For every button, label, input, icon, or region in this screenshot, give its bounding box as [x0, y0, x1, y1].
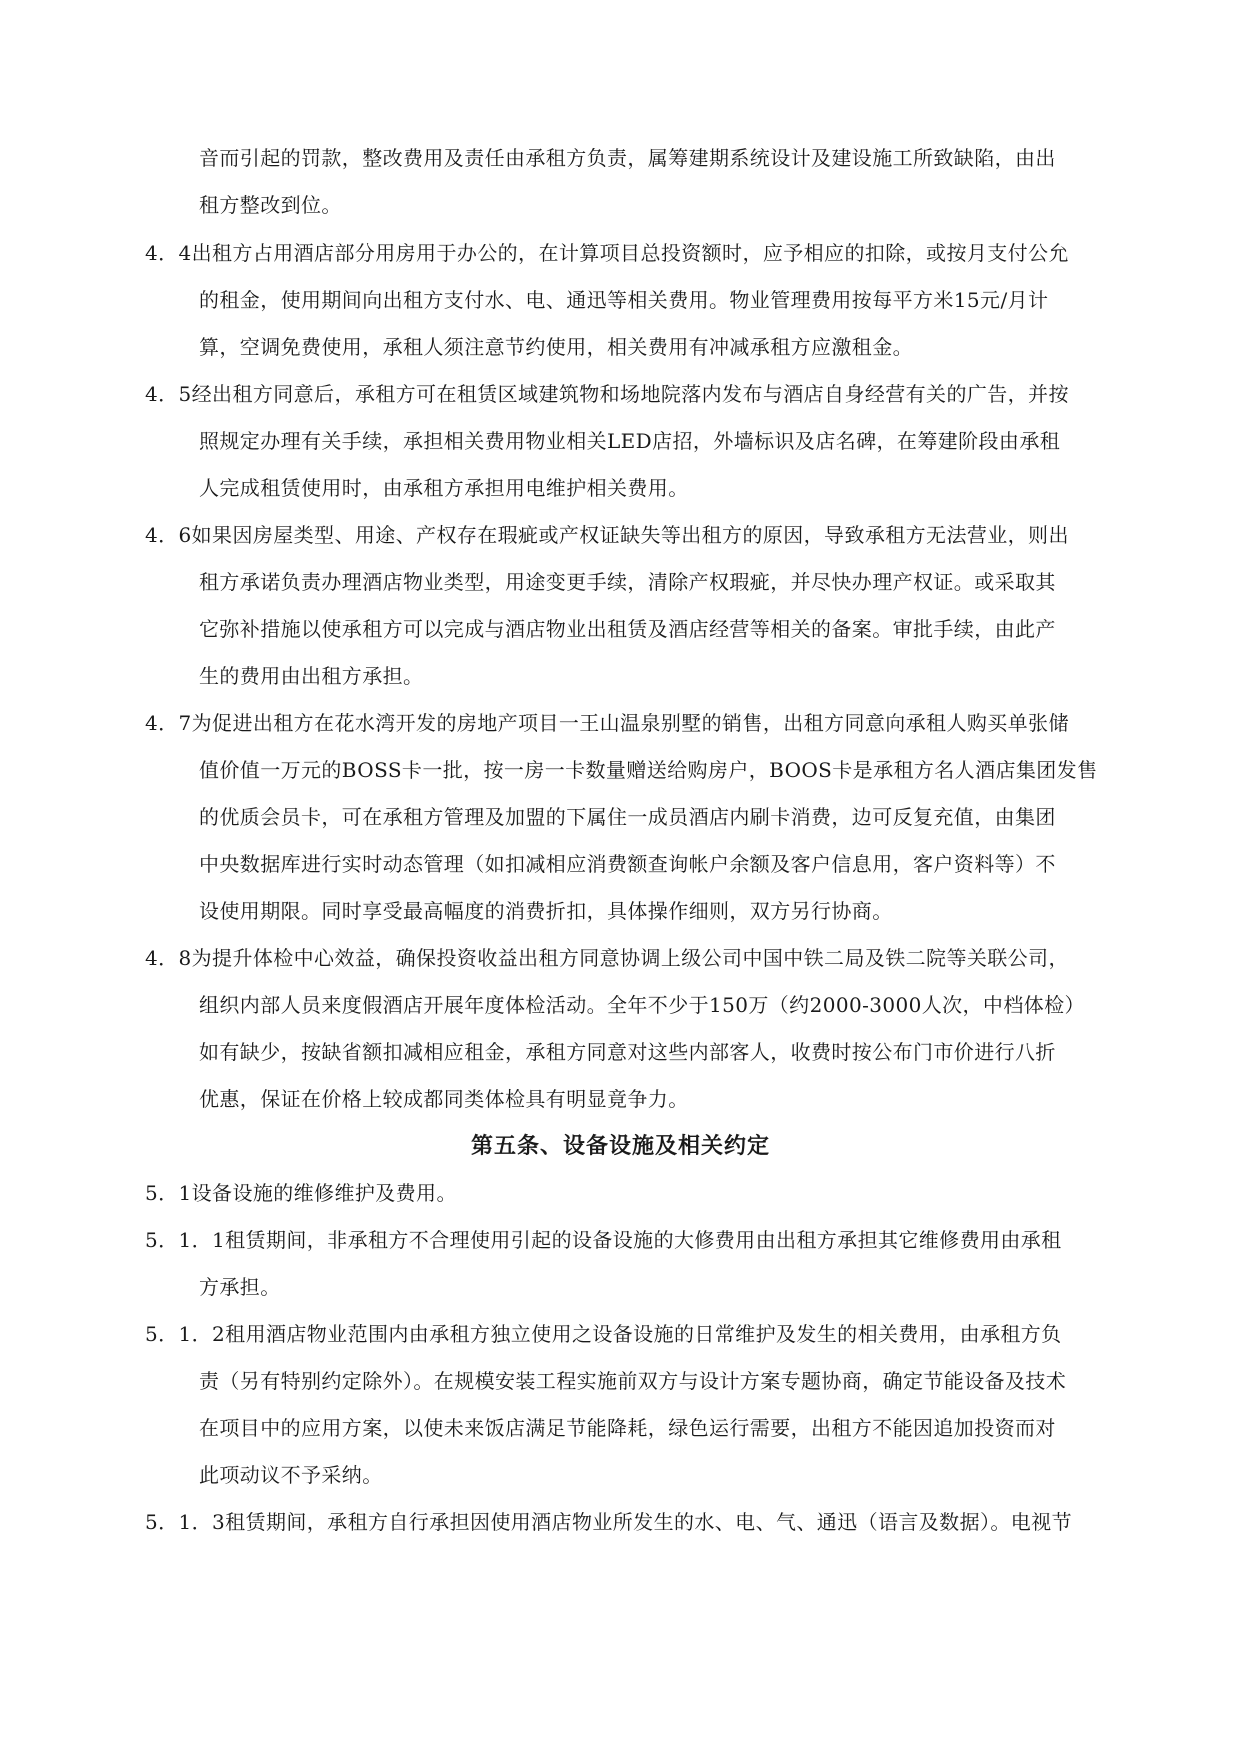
paragraph-line: 租方整改到位。 [199, 193, 342, 217]
clause-5-1-1-line: 5．1．1租赁期间，非承租方不合理使用引起的设备设施的大修费用由出租方承担其它维修费用由承租 [145, 1228, 1062, 1252]
clause-4-5-line: 4．5经出租方同意后，承租方可在租赁区域建筑物和场地院落内发布与酒店自身经营有关的广告，并按 [145, 382, 1069, 406]
paragraph-line: 的优质会员卡，可在承租方管理及加盟的下属住一成员酒店内刷卡消费，边可反复充值，由集团 [199, 805, 1056, 829]
paragraph-line: 租方承诺负责办理酒店物业类型，用途变更手续，清除产权瑕疵，并尽快办理产权证。或采取其 [199, 570, 1056, 594]
paragraph-line: 责（另有特别约定除外）。在规模安装工程实施前双方与设计方案专题协商，确定节能设备及技术 [199, 1369, 1067, 1393]
paragraph-line: 的租金，使用期间向出租方支付水、电、通迅等相关费用。物业管理费用按每平方米15元/月计 [199, 288, 1049, 312]
section-heading: 第五条、设备设施及相关约定 [470, 1134, 770, 1159]
clause-5-1-line: 5．1设备设施的维修维护及费用。 [145, 1181, 457, 1205]
paragraph-line: 照规定办理有关手续，承担相关费用物业相关LED店招，外墙标识及店名碑，在筹建阶段由承租 [199, 429, 1061, 453]
paragraph-line: 算，空调免费使用，承租人须注意节约使用，相关费用有冲减承租方应激租金。 [199, 335, 913, 359]
paragraph-line: 生的费用由出租方承担。 [199, 664, 424, 688]
clause-4-8-line: 4．8为提升体检中心效益，确保投资收益出租方同意协调上级公司中国中铁二局及铁二院等关联公司， [145, 946, 1069, 970]
paragraph-line: 如有缺少，按缺省额扣减相应租金，承租方同意对这些内部客人，收费时按公布门市价进行八折 [199, 1040, 1056, 1064]
paragraph-line: 设使用期限。同时享受最高幅度的消费折扣，具体操作细则，双方另行协商。 [199, 899, 893, 923]
paragraph-line: 人完成租赁使用时，由承租方承担用电维护相关费用。 [199, 476, 689, 500]
paragraph-line: 中央数据库进行实时动态管理（如扣减相应消费额查询帐户余额及客户信息用，客户资料等）不 [199, 852, 1056, 876]
clause-4-4-line: 4．4出租方占用酒店部分用房用于办公的，在计算项目总投资额时，应予相应的扣除，或按月支付公允 [145, 241, 1069, 265]
paragraph-line: 优惠，保证在价格上较成都同类体检具有明显竟争力。 [199, 1087, 689, 1111]
clause-5-1-2-line: 5．1．2租用酒店物业范围内由承租方独立使用之设备设施的日常维护及发生的相关费用，由承租方负 [145, 1322, 1062, 1346]
paragraph-line: 组织内部人员来度假酒店开展年度体检活动。全年不少于150万（约2000-3000人次，中档体检） [199, 993, 1085, 1017]
paragraph-line: 方承担。 [199, 1275, 281, 1299]
paragraph-line: 在项目中的应用方案，以使未来饭店满足节能降耗，绿色运行需要，出租方不能因追加投资而对 [199, 1416, 1056, 1440]
paragraph-line: 值价值一万元的BOSS卡一批，按一房一卡数量赠送给购房户，BOOS卡是承租方名人酒店集团发售 [199, 758, 1098, 782]
paragraph-line: 它弥补措施以使承租方可以完成与酒店物业出租赁及酒店经营等相关的备案。审批手续，由此产 [199, 617, 1056, 641]
clause-4-6-line: 4．6如果因房屋类型、用途、产权存在瑕疵或产权证缺失等出租方的原因，导致承租方无法营业，则出 [145, 523, 1069, 547]
clause-4-7-line: 4．7为促进出租方在花水湾开发的房地产项目一王山温泉别墅的销售，出租方同意向承租人购买单张储 [145, 711, 1069, 735]
clause-5-1-3-line: 5．1．3租赁期间，承租方自行承担因使用酒店物业所发生的水、电、气、通迅（语言及数据）。电视节 [145, 1510, 1072, 1534]
paragraph-line: 音而引起的罚款，整改费用及责任由承租方负责，属筹建期系统设计及建设施工所致缺陷，由出 [199, 146, 1056, 170]
paragraph-line: 此项动议不予采纳。 [199, 1463, 383, 1487]
